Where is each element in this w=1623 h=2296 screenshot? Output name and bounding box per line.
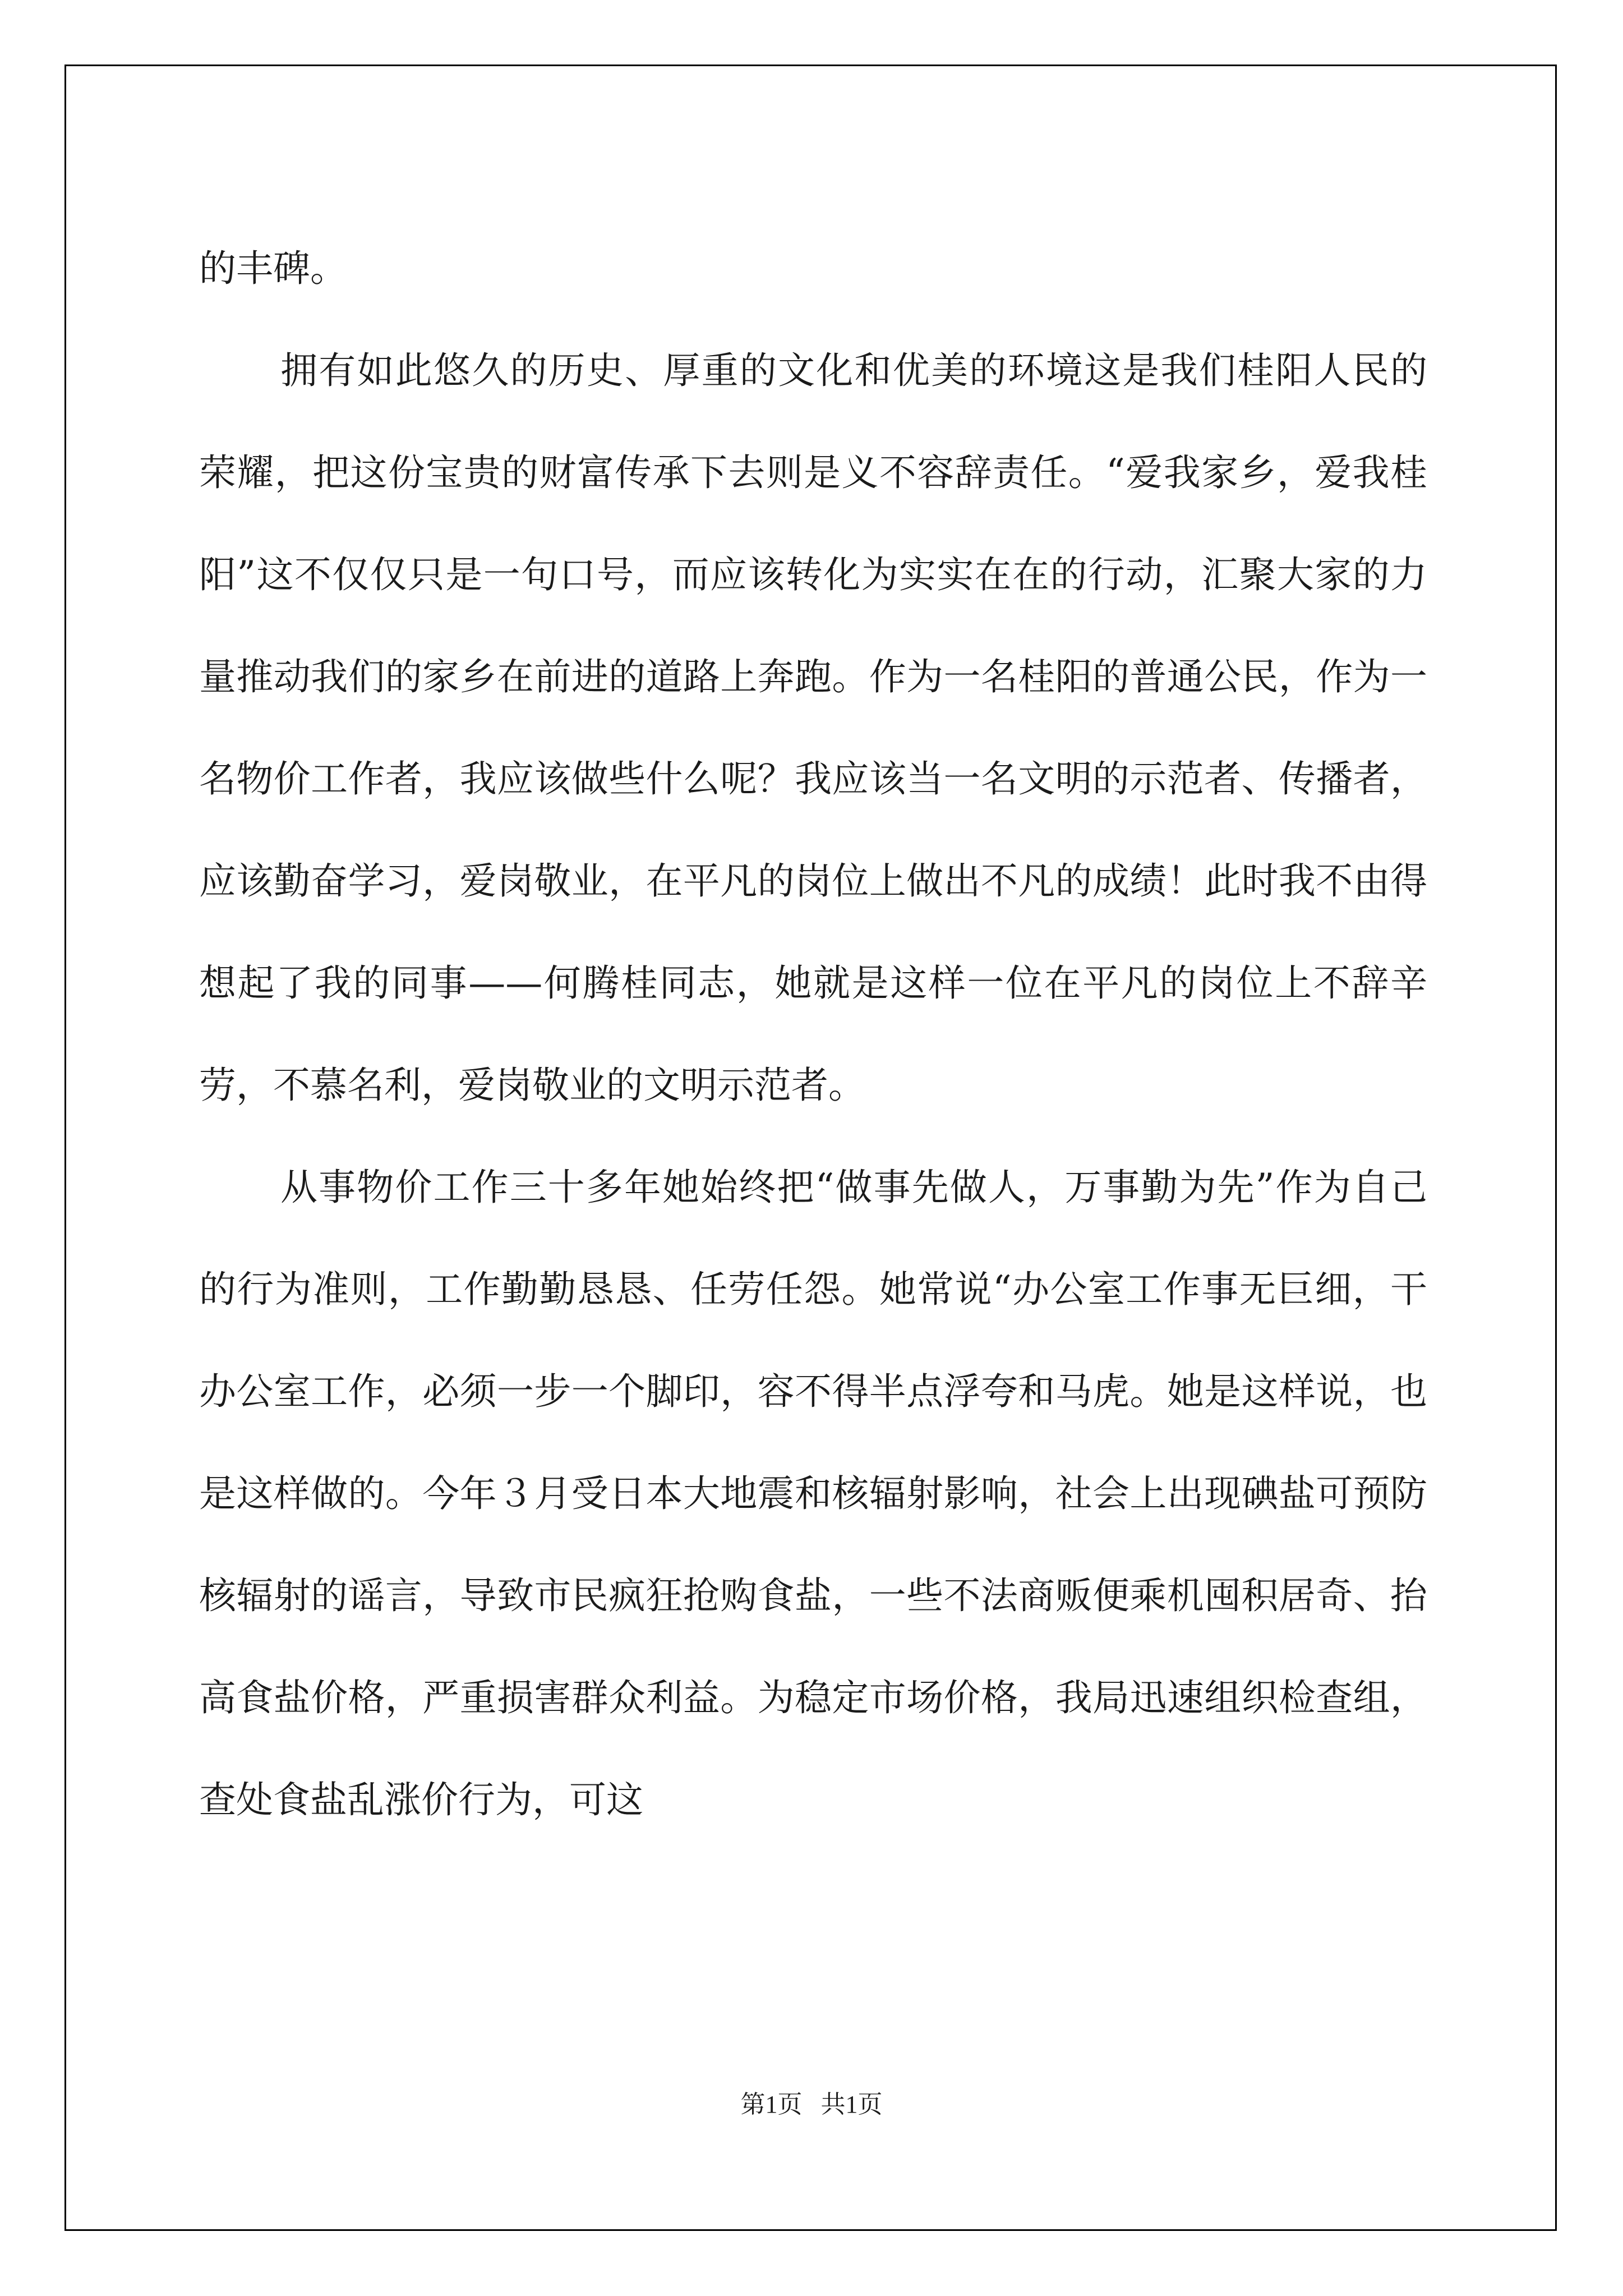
document-body: [199, 218, 1427, 1851]
paragraph-2: 拥有如此悠久的历史、厚重的文化和优美的环境这是我们桂阳人民的荣耀，把这份宝贵的财富传承下去则是义不容辞责任。“爱我家乡，爱我桂阳”这不仅仅只是一句口号，而应该转化为实实在在的行动，汇聚大家的力量推动我们的家乡在前进的道路上奔跑。作为一名桂阳的普通公民，作为一名物价工作者，我应该做些什么呢？我应该当一名文明的示范者、传播者，应该勤奋学习，爱岗敬业，在平凡的岗位上做出不凡的成绩！此时我不由得想起了我的同事——何腾桂同志，她就是这样一位在平凡的岗位上不辞辛劳，不慕名利，爱岗敬业的文明示范者。: [199, 349, 1427, 1107]
paragraph-3: 从事物价工作三十多年她始终把“做事先做人，万事勤为先”作为自己的行为准则，工作勤勤恳恳、任劳任怨。她常说“办公室工作事无巨细，干办公室工作，必须一步一个脚印，容不得半点浮夸和马虎。她是这样说，也是这样做的。今年３月受日本大地震和核辐射影响，社会上出现碘盐可预防核辐射的谣言，导致市民疯狂抢购食盐，一些不法商贩便乘机囤积居奇、抬高食盐价格，严重损害群众利益。为稳定市场价格，我局迅速组织检查组，查处食盐乱涨价行为，可这: [199, 1166, 1427, 1821]
page-footer: 第1页 共1页: [740, 2091, 883, 2118]
paragraph-1: 的丰碑。: [199, 247, 347, 290]
